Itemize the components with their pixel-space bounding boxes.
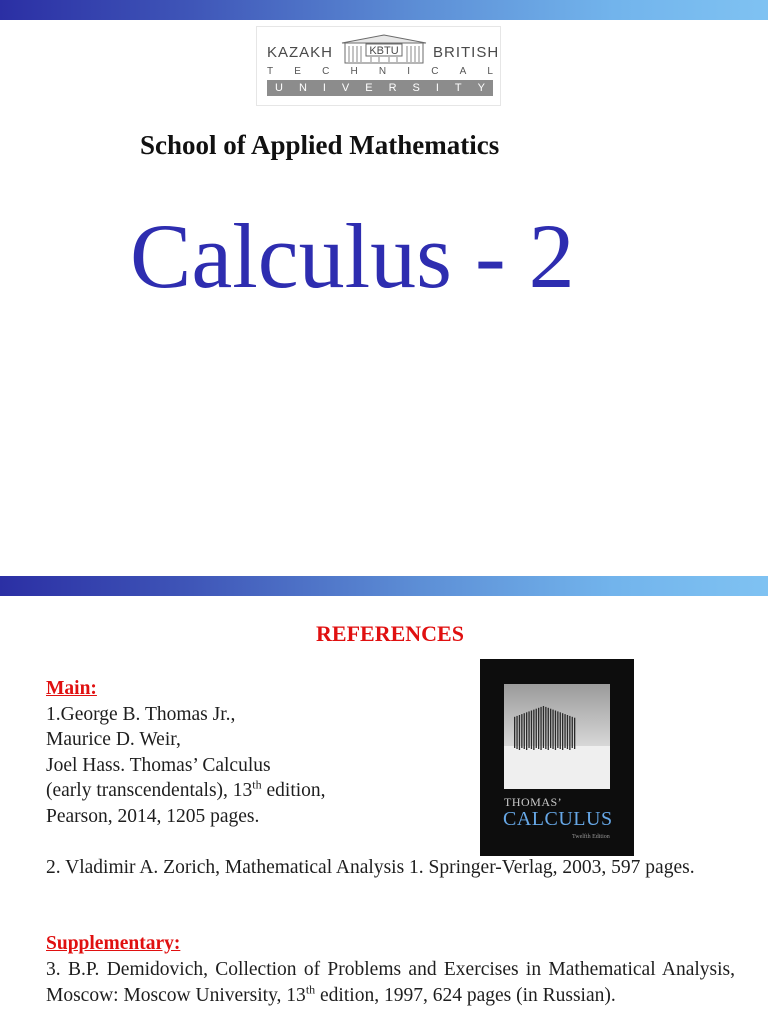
technical-letter: T [267,66,274,77]
university-letter: N [298,82,307,94]
tree-mark [516,716,517,749]
edition-sup: th [252,777,262,792]
main-heading [46,676,97,702]
tree-mark [519,715,520,750]
tree-mark [545,707,546,749]
cover-edition: Twelfth Edition [572,834,610,840]
logo-university [267,80,493,96]
technical-letter: L [487,66,493,77]
tree-mark [514,717,515,748]
technical-letter: I [407,66,411,77]
technical-letter: C [322,66,330,77]
building-icon [339,33,429,65]
edition-prefix: (early transcendentals), 13 [46,780,253,801]
university-letter: R [388,82,397,94]
university-letter: I [435,82,439,94]
tree-mark [564,714,565,748]
tree-mark [572,717,573,748]
logo-technical [267,66,493,77]
ref1-line5: Pearson, 2014, 1205 pages. [46,805,260,827]
tree-mark [538,708,539,749]
tree-mark [531,711,532,750]
tree-mark [526,712,527,750]
cover-title-line2: CALCULUS [503,808,613,830]
main-heading-label: Main: [46,678,97,699]
tree-mark [521,714,522,748]
kbtu-logo [256,26,501,106]
cover-title-line1: THOMAS’ [504,795,563,809]
tree-mark [557,711,558,748]
university-letter: V [341,82,350,94]
technical-letter: C [431,66,439,77]
slide-divider-bar [0,576,768,596]
tree-mark [528,711,529,748]
tree-mark [548,708,549,750]
tree-mark [569,716,570,750]
tree-mark [562,713,563,750]
ref1-line1: 1.George B. Thomas Jr., [46,703,236,725]
school-name: School of Applied Mathematics [140,130,500,160]
tree-mark [574,718,575,749]
edition-suffix: edition, [261,780,326,801]
logo-word-kazakh: KAZAKH [267,44,334,61]
tree-mark [524,713,525,749]
technical-letter: A [459,66,467,77]
tree-mark [552,710,553,749]
ref1-line2: Maurice D. Weir, [46,729,181,750]
ref2: 2. Vladimir A. Zorich, Mathematical Analysis 1. Springer-Verlag, 2003, 597 pages. [46,857,695,878]
supplementary-heading [46,931,180,957]
tree-mark [533,710,534,750]
ref3 [46,957,735,1008]
cover-photo [504,684,610,789]
ref3-suffix: edition, 1997, 624 pages (in Russian). [315,984,616,1006]
tree-mark [560,712,561,749]
tree-mark [536,709,537,748]
logo-word-british: BRITISH [433,44,500,61]
university-letter: S [412,82,420,94]
technical-letter: H [350,66,358,77]
ref1-line3: Joel Hass. Thomas’ Calculus [46,754,271,776]
course-title: Calculus - 2 [130,205,575,307]
tree-mark [540,707,541,750]
university-letter: I [322,82,326,94]
university-letter: T [454,82,462,94]
references-title: REFERENCES [316,621,464,646]
university-letter: Y [477,82,485,94]
university-letter: U [275,82,283,94]
technical-letter: N [378,66,387,77]
building-label: KBTU [369,45,399,57]
tree-mark [567,715,568,749]
ref1-line4 [46,778,326,804]
top-gradient-bar [0,0,768,20]
ref3-sup: th [305,982,316,996]
supplementary-heading-label: Supplementary: [46,933,181,954]
ref3-prefix: 3. B.P. Demidovich, Collection of Problems and Exercises in Mathematical Analysis, Moscow: Moscow University, 13 [46,959,735,1006]
tree-mark [550,709,551,748]
technical-letter: E [294,66,301,77]
tree-mark [555,711,556,751]
tree-mark [543,706,544,748]
university-letter: E [365,82,373,94]
book-cover-image [480,659,634,856]
